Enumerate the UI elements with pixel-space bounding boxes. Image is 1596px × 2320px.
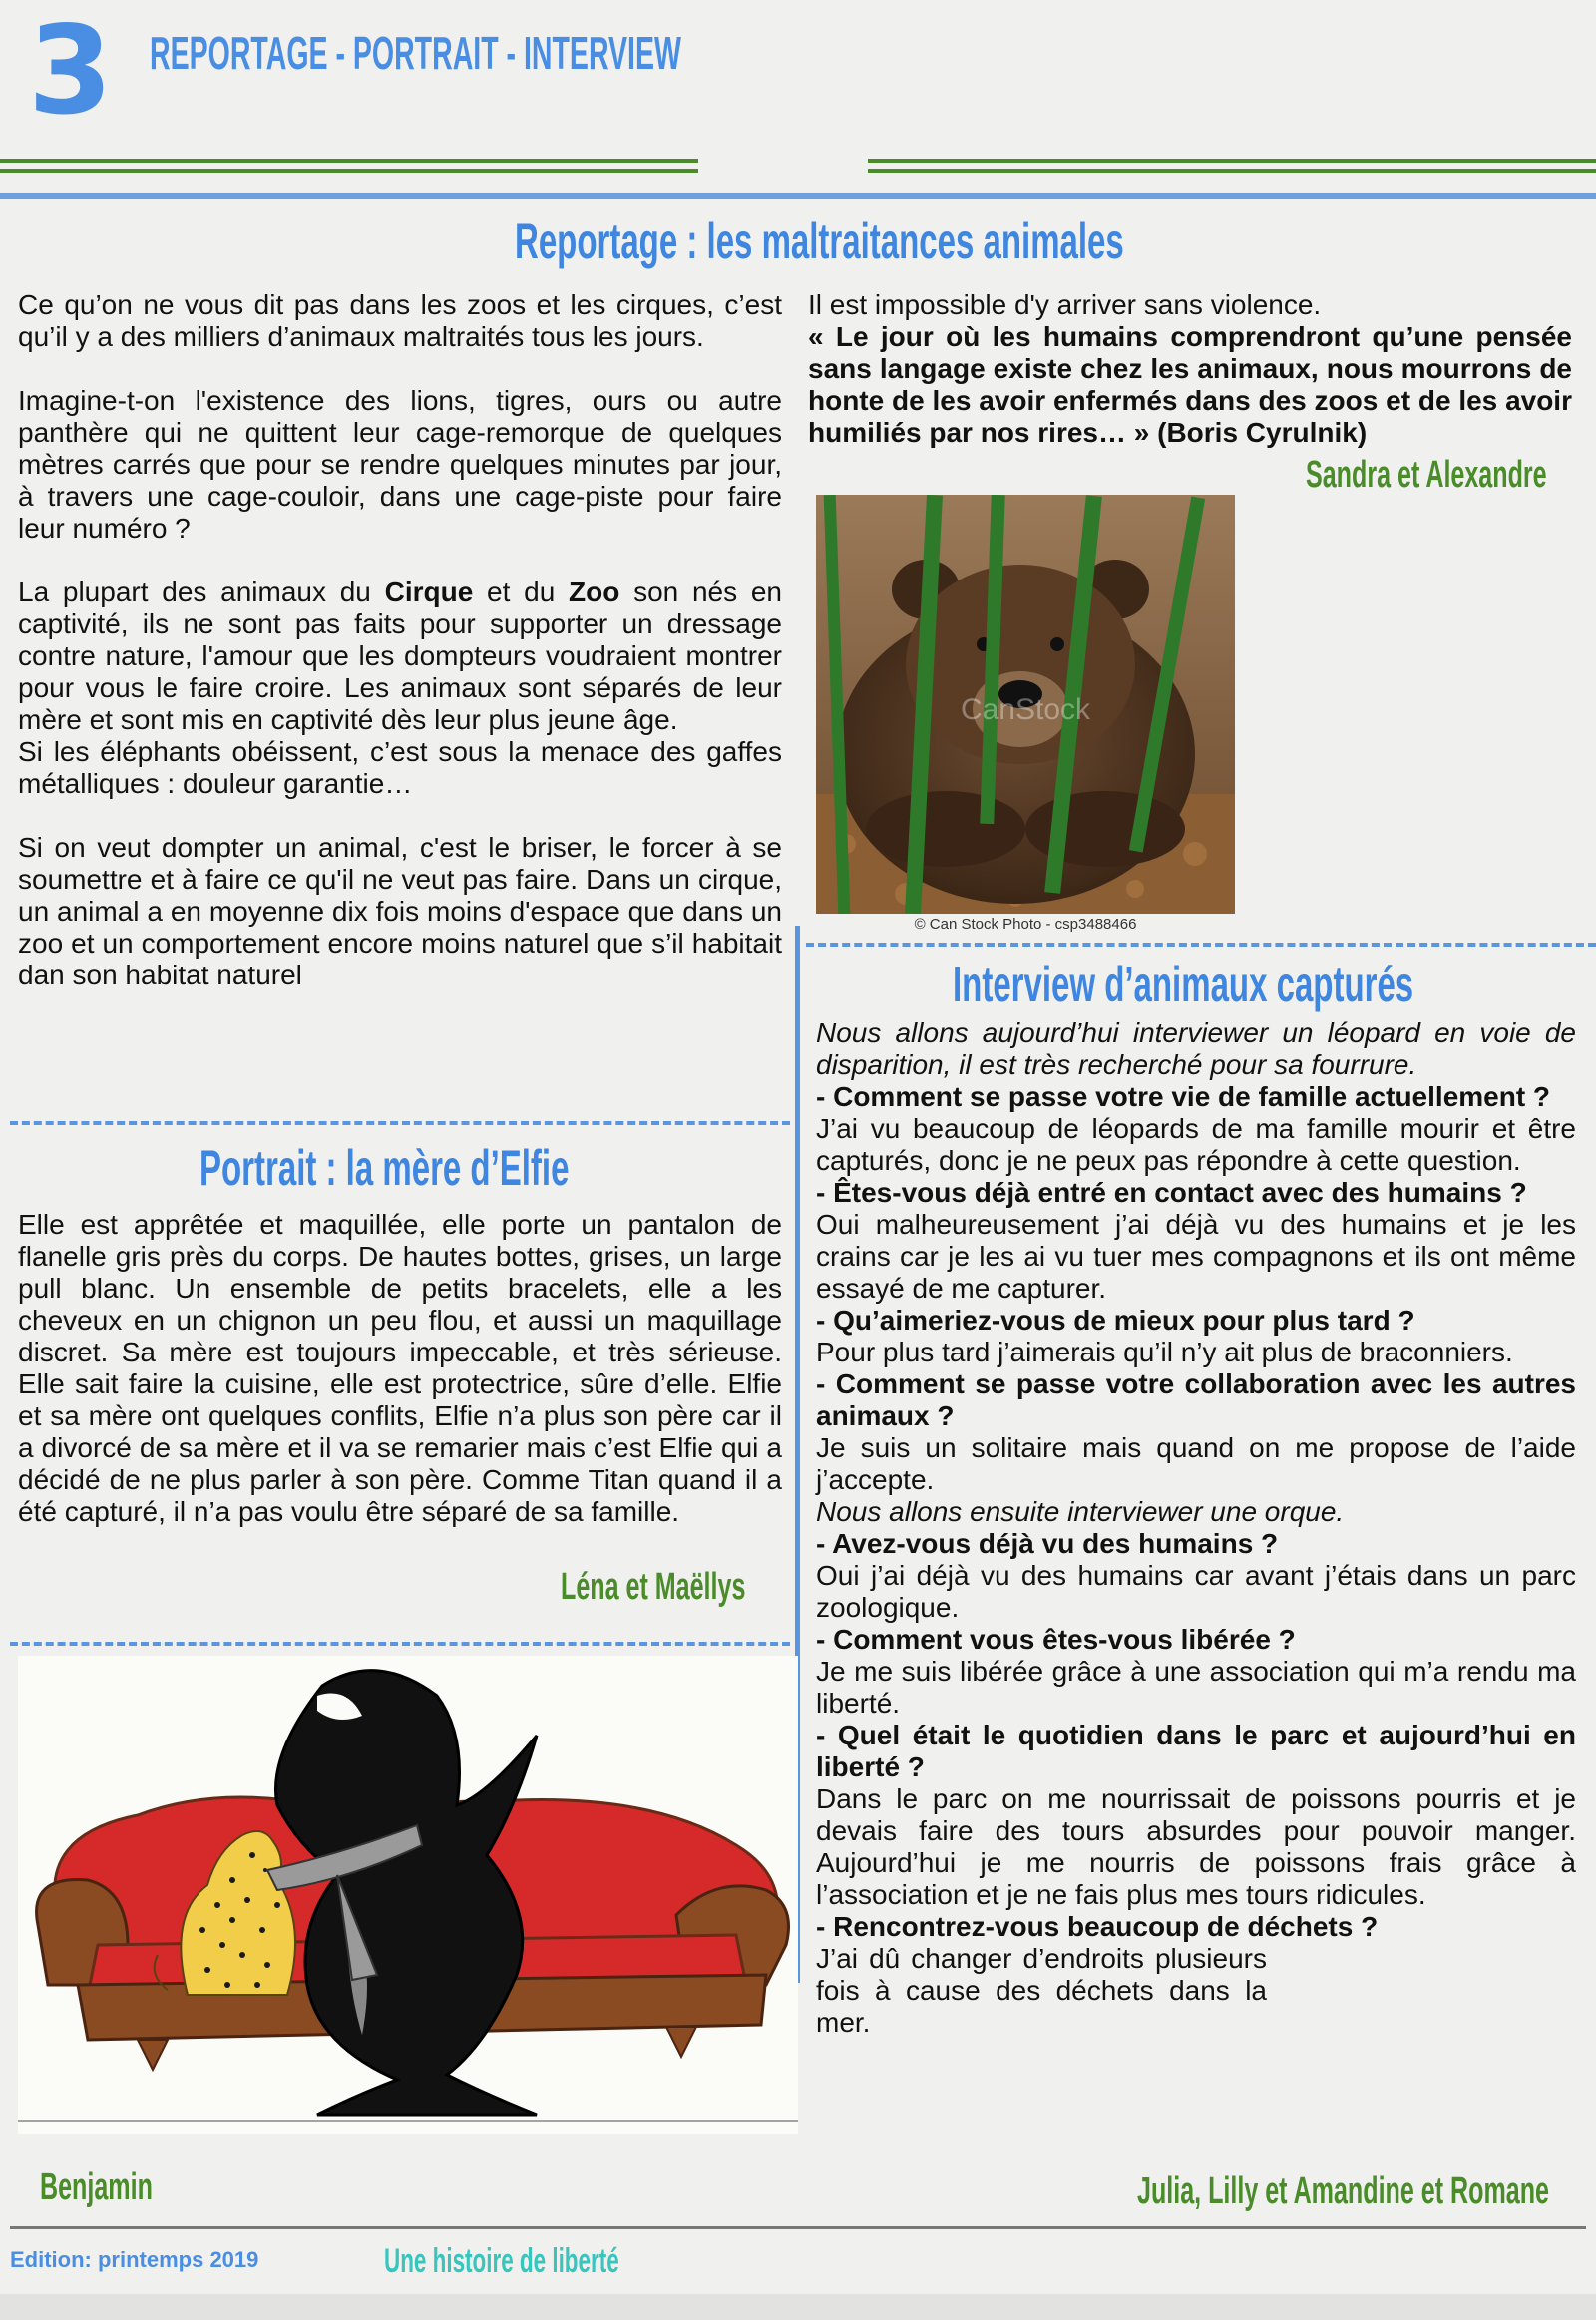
interview-question: - Comment se passe votre vie de famille actuellement ? xyxy=(816,1081,1551,1112)
photo-credit: © Can Stock Photo - csp3488466 xyxy=(914,916,1137,933)
interview-question: - Comment vous êtes-vous libérée ? xyxy=(816,1624,1296,1655)
footer-edition: Edition: printemps 2019 xyxy=(10,2247,259,2272)
interview-title: Interview d’animaux capturés xyxy=(953,957,1414,1012)
reportage-paragraph: La plupart des animaux du Cirque et du Zoo son nés en captivité, ils ne sont pas faits pour supporter un dressage contre nature, l'amour que les dompteurs voudraient montrer pour vous le faire croire. Les animaux sont séparés de leur mère et sont mis en captivité dès leur plus jeune âge. xyxy=(18,577,782,735)
portrait-text: Elle est apprêtée et maquillée, elle porte un pantalon de flanelle gris près du corps. De hautes bottes, grises, un large pull blanc. Un ensemble de petits bracelets, elle a les cheveux en un chignon un peu flou, et aussi un maquillage discret. Sa mère est toujours impeccable, et très sérieuse. Elle sait faire la cuisine, elle est protectrice, sûre d’elle. Elfie et sa mère ont quelques conflits, Elfie n’a plus son père car il a divorcé de sa mère et il va se remarier mais c’est Elfie qui a décidé de ne plus parler à son père. Comme Titan quand il a été capturé, il n’a pas voulu être séparé de sa famille. xyxy=(18,1209,782,1527)
interview-question: - Êtes-vous déjà entré en contact avec des humains ? xyxy=(816,1177,1527,1208)
reportage-title: Reportage : les maltraitances animales xyxy=(515,213,1124,269)
interview-answer: Oui malheureusement j’ai déjà vu des humains et je les crains car je les ai vu tuer mes compagnons et ils ont même essayé de me capturer. xyxy=(816,1209,1576,1304)
header-green-line-left-2 xyxy=(0,169,698,173)
reportage-paragraph: Si on veut dompter un animal, c'est le briser, le forcer à se soumettre et à faire ce qu'il ne veut pas faire. Dans un cirque, un animal a en moyenne dix fois moins d'espace que dans un zoo et un comportement encore moins naturel que s’il habitait dan son habitat naturel xyxy=(18,832,782,990)
reportage-paragraph: Imagine-t-on l'existence des lions, tigres, ours ou autre panthère qui ne quittent leur cage-remorque de quelques mètres carrés que pour se rendre quelques minutes par jour, à travers une cage-couloir, dans une cage-piste pour faire leur numéro ? xyxy=(18,385,782,544)
orca-leopard-drawing xyxy=(18,1656,798,2134)
interview-question: - Rencontrez-vous beaucoup de déchets ? xyxy=(816,1911,1379,1942)
footer-slogan: Une histoire de liberté xyxy=(384,2242,619,2280)
interview-answer: Je me suis libérée grâce à une association qui m’a rendu ma liberté. xyxy=(816,1656,1576,1719)
footer-band xyxy=(0,2294,1596,2320)
separator-dashed-right xyxy=(806,943,1596,947)
reportage-paragraph: Si les éléphants obéissent, c’est sous la menace des gaffes métalliques : douleur garantie… xyxy=(18,736,782,799)
section-title: REPORTAGE - PORTRAIT - INTERVIEW xyxy=(150,27,681,79)
reportage-paragraph: Ce qu’on ne vous dit pas dans les zoos et les cirques, c’est qu’il y a des milliers d’animaux maltraités tous les jours. xyxy=(18,289,782,352)
interview-answer: J’ai vu beaucoup de léopards de ma famille mourir et être capturés, donc je ne peux pas répondre à cette question. xyxy=(816,1113,1576,1176)
section-number: 3 xyxy=(28,0,113,142)
reportage-text-left xyxy=(18,289,782,991)
interview-answer: Je suis un solitaire mais quand on me propose de l’aide j’accepte. xyxy=(816,1432,1576,1495)
interview-question: - Quel était le quotidien dans le parc et aujourd’hui en liberté ? xyxy=(816,1720,1576,1782)
portrait-author: Léna et Maëllys xyxy=(561,1566,746,1608)
photo-watermark: CanStock xyxy=(960,693,1091,726)
interview-answer: Dans le parc on me nourrissait de poissons pourris et je devais faire des tours absurdes pour pouvoir manger. Aujourd’hui je me nourris de poissons frais grâce à l’association et je ne fais plus mes tours ridicules. xyxy=(816,1783,1576,1910)
reportage-quote: « Le jour où les humains comprendront qu’une pensée sans langage existe chez les animaux, nous mourrons de honte de les avoir enfermés dans des zoos et de les avoir humiliés par nos rires… » (Boris Cyrulnik) xyxy=(808,321,1572,448)
interview-text xyxy=(816,1017,1576,2039)
interview-question: - Qu’aimeriez-vous de mieux pour plus tard ? xyxy=(816,1305,1415,1336)
header-blue-rule xyxy=(0,193,1596,199)
interview-author: Julia, Lilly et Amandine et Romane xyxy=(1137,2170,1549,2212)
interview-answer: J’ai dû changer d’endroits plusieurs fois à cause des déchets dans la mer. xyxy=(816,1943,1267,2038)
reportage-paragraph: Il est impossible d'y arriver sans violence. xyxy=(808,289,1322,320)
interview-answer: Pour plus tard j’aimerais qu’il n’y ait plus de braconniers. xyxy=(816,1337,1513,1367)
interview-intro: Nous allons aujourd’hui interviewer un léopard en voie de disparition, il est très recherché pour sa fourrure. xyxy=(816,1017,1576,1080)
bear-image xyxy=(816,495,1235,914)
header-green-line-right xyxy=(868,159,1596,163)
interview-question: - Comment se passe votre collaboration avec les autres animaux ? xyxy=(816,1368,1576,1431)
drawing-author: Benjamin xyxy=(40,2166,153,2208)
header-green-line-right-2 xyxy=(868,169,1596,173)
bear-photo xyxy=(816,495,1235,914)
separator-dashed-left xyxy=(10,1121,790,1125)
portrait-title: Portrait : la mère d’Elfie xyxy=(200,1140,570,1196)
drawing xyxy=(18,1656,798,2134)
interview-question: - Avez-vous déjà vu des humains ? xyxy=(816,1528,1279,1559)
interview-intro: Nous allons ensuite interviewer une orque. xyxy=(816,1496,1345,1527)
interview-answer: Oui j’ai déjà vu des humains car avant j’étais dans un parc zoologique. xyxy=(816,1560,1576,1623)
separator-dashed-left-2 xyxy=(10,1642,790,1646)
reportage-text-right xyxy=(808,289,1572,449)
footer-rule xyxy=(10,2226,1586,2229)
reportage-author: Sandra et Alexandre xyxy=(1306,454,1547,496)
header-green-line-left xyxy=(0,159,698,163)
